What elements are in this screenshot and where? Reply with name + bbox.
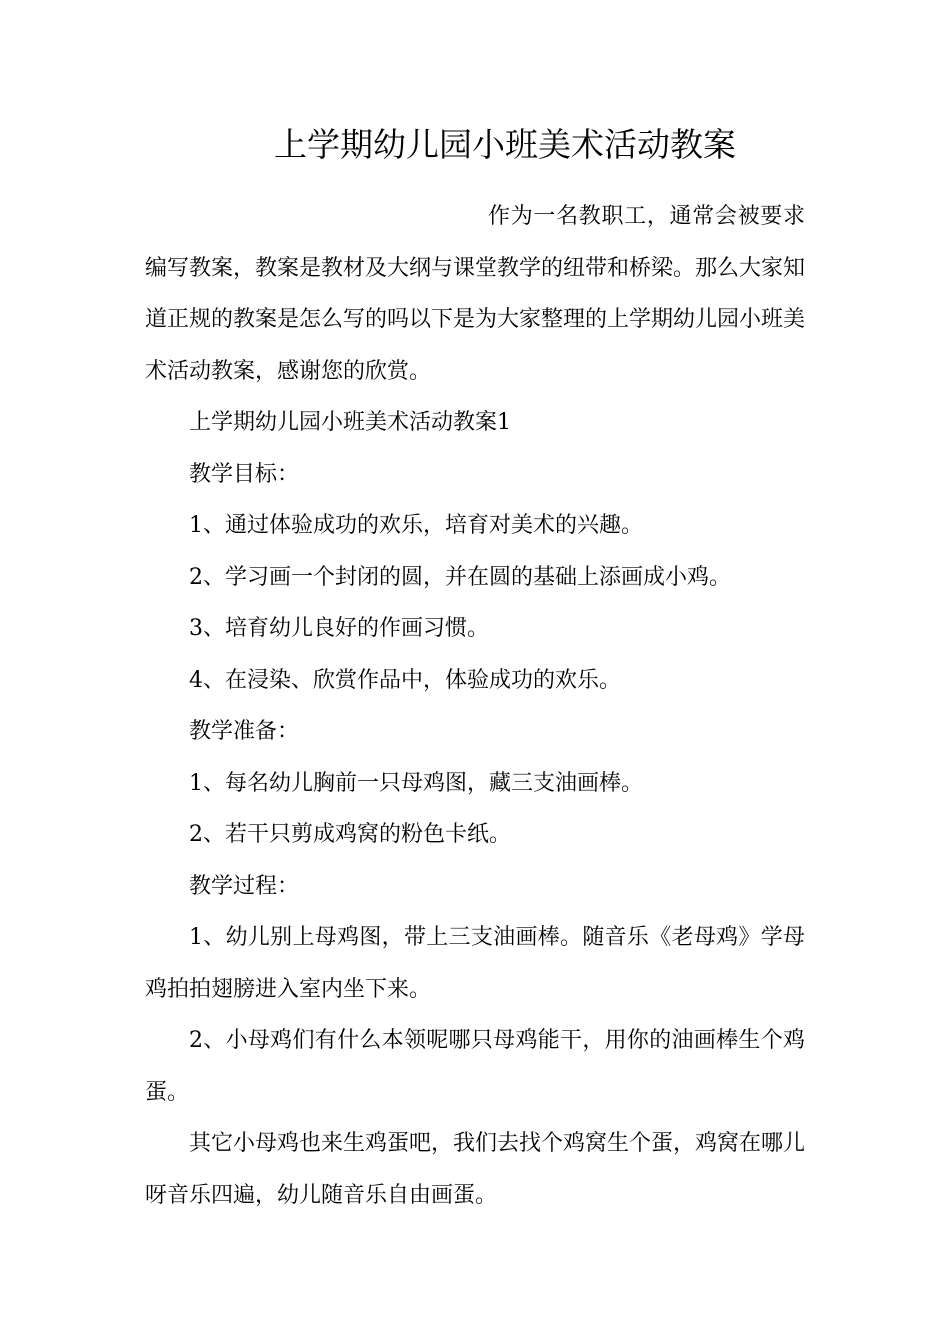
process-step-2-continued: 其它小母鸡也来生鸡蛋吧，我们去找个鸡窝生个蛋，鸡窝在哪儿呀音乐四遍，幼儿随音乐自由画蛋。 — [145, 1131, 806, 1208]
goal-item-3: 3、培育幼儿良好的作画习惯。 — [189, 616, 489, 641]
process-step-1: 1、幼儿别上母鸡图，带上三支油画棒。随音乐《老母鸡》学母鸡拍拍翅膀进入室内坐下来。 — [145, 925, 805, 1002]
heading-teaching-goals: 教学目标： — [189, 461, 300, 487]
preparation-item-2: 2、若干只剪成鸡窝的粉色卡纸。 — [189, 822, 511, 847]
document-title: 上学期幼儿园小班美术活动教案 — [274, 125, 736, 164]
goal-item-1: 1、通过体验成功的欢乐，培育对美术的兴趣。 — [189, 513, 643, 538]
goal-item-4: 4、在浸染、欣赏作品中，体验成功的欢乐。 — [189, 667, 621, 693]
preparation-item-1: 1、每名幼儿胸前一只母鸡图，藏三支油画棒。 — [189, 770, 643, 796]
heading-teaching-preparation: 教学准备： — [189, 719, 300, 744]
intro-paragraph: 作为一名教职工，通常会被要求编写教案，教案是教材及大纲与课堂教学的纽带和桥梁。那么大家知道正规的教案是怎么写的吗以下是为大家整理的上学期幼儿园小班美术活动教案，感谢您的欣赏。 — [145, 204, 806, 384]
document-body — [145, 191, 805, 1221]
section-heading-lesson-1: 上学期幼儿园小班美术活动教案1 — [189, 410, 511, 435]
process-step-2: 2、小母鸡们有什么本领呢哪只母鸡能干，用你的油画棒生个鸡蛋。 — [145, 1028, 805, 1105]
goal-item-2: 2、学习画一个封闭的圆，并在圆的基础上添画成小鸡。 — [189, 564, 731, 590]
heading-teaching-process: 教学过程： — [189, 873, 300, 899]
